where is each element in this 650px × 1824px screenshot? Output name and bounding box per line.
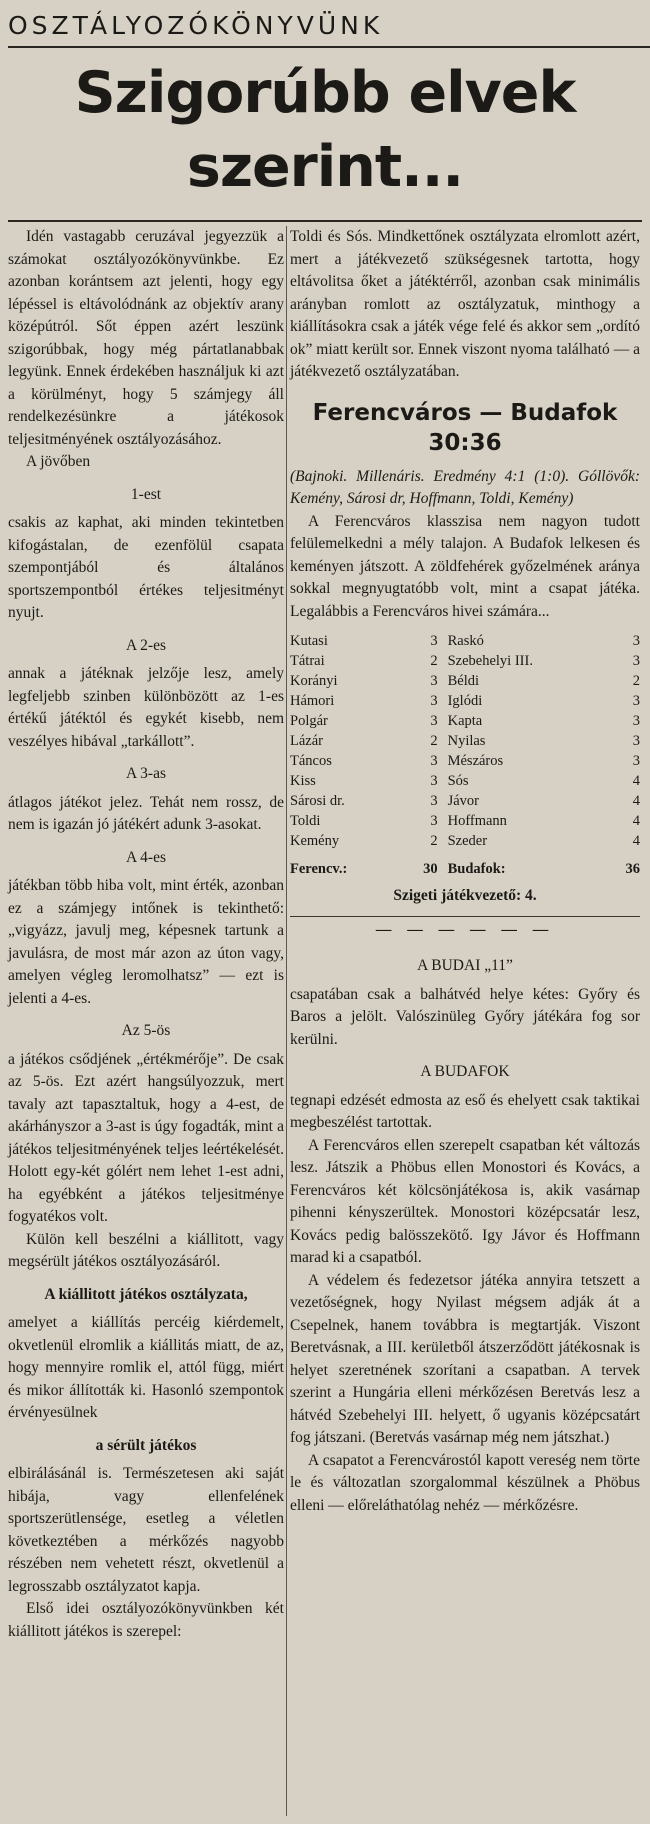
sent-off-text: amelyet a kiállítás percéig kiérdemelt, okvetlenül elromlik a kiállitás miatt, de az, hogy mennyire romlik el, attól függ, miért és mikor állították ki. Hasonló szempontok érvényesülnek — [8, 1314, 284, 1421]
right-column — [290, 226, 640, 1517]
budafok-player: Hoffmann — [447, 813, 507, 829]
ferencvaros-grade: 3 — [430, 693, 438, 709]
ferencvaros-grade: 3 — [430, 793, 438, 809]
headline-rule — [8, 220, 642, 222]
budafok-heading: A BUDAFOK — [420, 1063, 510, 1080]
ratings-row — [290, 651, 640, 671]
injured-text: elbirálásánál is. Természetesen aki saját hibája, vagy ellenfelének sportszerütlensége, esetleg a véletlen következtében a mérkőzés nagyobb részében nem vehetett részt, okvetlenül a legrosszabb osztályzatot kapja. — [8, 1465, 284, 1595]
lead-paragraph: A jövőben — [26, 453, 91, 470]
total-left-label: Ferencv.: — [290, 861, 348, 877]
ferencvaros-grade: 3 — [430, 633, 438, 649]
budafok-grade: 3 — [632, 633, 640, 649]
ferencvaros-grade: 2 — [430, 733, 438, 749]
grade-5-heading: Az 5-ös — [121, 1022, 171, 1039]
ferencvaros-player: Korányi — [290, 673, 338, 689]
ferencvaros-grade: 3 — [430, 753, 438, 769]
budafok-player: Nyilas — [447, 733, 486, 749]
total-right-label: Budafok: — [447, 861, 506, 877]
match-info: (Bajnoki. Millenáris. Eredmény 4:1 (1:0). Góllövők: Kemény, Sárosi dr, Hoffmann, Toldi, Kemény) — [290, 467, 640, 507]
ferencvaros-player: Sárosi dr. — [290, 793, 345, 809]
budafok-text: tegnapi edzését edmosta az eső és ehelyett csak taktikai megbeszélést tartottak. — [290, 1091, 640, 1131]
total-left-value: 30 — [423, 861, 438, 877]
ratings-block — [290, 631, 640, 917]
budafok-grade: 4 — [632, 813, 640, 829]
budafok-grade: 2 — [632, 673, 640, 689]
budafok-player: Raskó — [447, 633, 484, 649]
ferencvaros-player: Kiss — [290, 773, 316, 789]
grade-4-heading: A 4-es — [125, 848, 167, 866]
ratings-row — [290, 791, 640, 811]
ratings-table — [290, 631, 640, 879]
grade-1-heading: 1-est — [130, 485, 162, 503]
budafok-grade: 3 — [632, 733, 640, 749]
grade-4-text: játékban több hiba volt, mint érték, azonban ez a számjegy intőnek is tekinthető: „vigyázz, javulj meg, képesnek tartunk a javulásra, de most már azon az úton vagy, amelyen végleg leromolhatsz” — ezt is jelenti a 4-es. — [8, 877, 284, 1007]
injured-heading: a sérült játékos — [95, 1436, 197, 1454]
continuation-paragraph: Toldi és Sós. Mindkettőnek osztályzata elromlott azért, mert a játékvezető szükségesnek tartotta, hogy eltávolitsa őket a játéktérről, azonban csak minimális arányban romlott az osztályzatuk, minthogy a kiállításokra csak a játék vége felé és akkor sem „ordító ok” miatt került sor. Ennek viszont nyoma található — a játékvezető osztályzatában. — [290, 228, 640, 380]
total-right-value: 36 — [625, 861, 640, 877]
ratings-row — [290, 631, 640, 651]
ferencvaros-grade: 2 — [430, 653, 438, 669]
budafok-grade: 3 — [632, 653, 640, 669]
budafok-grade: 3 — [632, 713, 640, 729]
ferencvaros-player: Hámori — [290, 693, 335, 709]
grade-5-text: a játékos csődjének „értékmérője”. De csak az 5-ös. Ezt azért hangsúlyozzuk, mert tavaly azt tapasztaltuk, hogy a 4-est, de akárhányszor a 3-ast is úgy fogadták, mint a játékos teljesitményének teljes leértékelését. Holott egy-két gólért nem lehet 1-est adni, ha egyébként a játékos teljesitménye fogyatékos volt. — [8, 1050, 284, 1225]
ratings-row — [290, 671, 640, 691]
grade-3-heading: A 3-as — [125, 765, 167, 782]
ratings-row — [290, 831, 640, 851]
ferencvaros-grade: 3 — [430, 713, 438, 729]
match-title — [290, 398, 640, 458]
ferencvaros-player: Toldi — [290, 813, 321, 829]
separate-paragraph: Külön kell beszélni a kiállitott, vagy megsérült játékos osztályozásáról. — [8, 1230, 284, 1270]
ferencvaros-grade: 2 — [430, 833, 438, 849]
budafok-player: Szeder — [447, 833, 488, 849]
ferencvaros-player: Kutasi — [290, 633, 328, 649]
budafok-player: Mészáros — [447, 753, 504, 769]
ferencvaros-grade: 3 — [430, 773, 438, 789]
budai-heading: A BUDAI „11” — [417, 957, 513, 974]
ratings-row — [290, 811, 640, 831]
column-kicker: OSZTÁLYOZÓKÖNYVÜNK — [8, 6, 650, 48]
first-book-paragraph: Első idei osztályozókönyvünkben két kiállitott játékos is szerepel: — [8, 1600, 284, 1640]
ferencvaros-player: Kemény — [290, 833, 340, 849]
ferencvaros-grade: 3 — [430, 673, 438, 689]
budafok-player: Kapta — [447, 713, 483, 729]
budai-text: csapatában csak a balhátvéd helye kétes: Győry és Baros a jelölt. Valószinüleg Győry játékára fog sor kerülni. — [290, 985, 640, 1048]
ratings-row — [290, 691, 640, 711]
ratings-total-row — [290, 851, 640, 879]
budafok-paragraph-3: A védelem és fedezetsor játéka annyira tetszett a vezetőségnek, hogy Nyilast mégsem adják át a Csepelnek, hanem továbbra is megtartják. Viszont Beretvásnak, a III. kerületből átszerződött játékosnak is helyet szeretnének szorítani a csapatban. A tervek szerint a Hungária elleni mérkőzésen Beretvás lesz a hátvéd Szebehelyi III. helyett, ő ugyanis középcsatárt fog játszani. (Beretvás vasárnap még nem játszhat.) — [290, 1271, 640, 1446]
grade-1-text: csakis az kaphat, aki minden tekintetben kifogástalan, de ezenfölül csapata szempontjából és általános sportszempontból értékes teljesitményt nyujt. — [8, 514, 284, 621]
grade-2-text: annak a játéknak jelzője lesz, amely legfeljebb szinben különbözött az 1-es értékű játéktól és egykét kisebb, nem veszélyes hibával „tarkállott”. — [8, 665, 284, 750]
section-dashes: — — — — — — — [375, 920, 555, 938]
budafok-grade: 4 — [632, 773, 640, 789]
sent-off-heading: A kiállitott játékos osztályzata, — [44, 1285, 248, 1303]
budafok-paragraph-4: A csapatot a Ferencvárostól kapott vereség nem törte le és változatlan szorgalommal készülnek a Phöbus elleni — előreláthatólag nehéz — mérkőzésre. — [290, 1451, 640, 1514]
headline-line-2: szerint... — [186, 134, 464, 200]
budafok-paragraph-2: A Ferencváros ellen szerepelt csapatban két változás lesz. Játszik a Phöbus ellen Monostori és Kovács, a Ferencváros két kölcsönjátékosa is, akik vasárnap pihenni kényszerültek. Monostori középcsatár lesz, Kovács pedig balösszekötő. Igy Jávor és Hoffmann marad ki a csapatból. — [290, 1136, 640, 1266]
budafok-grade: 3 — [632, 693, 640, 709]
grade-2-heading: A 2-es — [125, 636, 167, 654]
ratings-row — [290, 711, 640, 731]
ferencvaros-player: Lázár — [290, 733, 323, 749]
left-column — [8, 226, 284, 1643]
budafok-grade: 3 — [632, 753, 640, 769]
ratings-row — [290, 751, 640, 771]
budafok-player: Béldi — [447, 673, 480, 689]
intro-paragraph: Idén vastagabb ceruzával jegyezzük a számokat osztályozókönyvünkbe. Ez azonban korántsem azt jelenti, hogy egy lépéssel is eltávolódnánk az objektív arany középútról. Sőt éppen azért leszünk szigorúbbak, hogy még pártatlanabbak legyünk. Ennek érdekében használjuk ki azt a körülményt, hogy 5 számjegy áll rendelkezésünkre a játékosok teljesitményének osztályozásához. — [8, 228, 284, 448]
ratings-row — [290, 731, 640, 751]
headline-line-1: Szigorúbb elvek — [74, 60, 576, 126]
budafok-grade: 4 — [632, 793, 640, 809]
budafok-grade: 4 — [632, 833, 640, 849]
match-teams: Ferencváros — Budafok — [312, 399, 618, 426]
budafok-player: Jávor — [447, 793, 480, 809]
match-report: A Ferencváros klasszisa nem nagyon tudott felülemelkedni a mély talajon. A Budafok lelkesen és keményen játszott. A zöldfehérek győzelmének aránya sokkal megnyugtatóbb volt, mint a csapat játéka. Legalábbis a Ferencváros hivei számára... — [290, 512, 640, 620]
grade-3-text: átlagos játékot jelez. Tehát nem rossz, de nem is igazán jó játékért adunk 3-asokat. — [8, 793, 284, 833]
budafok-player: Szebehelyi III. — [447, 653, 533, 669]
column-divider — [286, 226, 287, 1816]
ferencvaros-grade: 3 — [430, 813, 438, 829]
ratings-row — [290, 771, 640, 791]
headline — [0, 56, 650, 216]
budafok-player: Sós — [447, 773, 469, 789]
match-rating-score: 30:36 — [428, 429, 502, 456]
referee-rating: Szigeti játékvezető: 4. — [393, 887, 537, 904]
ferencvaros-player: Polgár — [290, 713, 328, 729]
ferencvaros-player: Táncos — [290, 753, 332, 769]
ferencvaros-player: Tátrai — [290, 653, 325, 669]
budafok-player: Iglódi — [447, 693, 483, 709]
